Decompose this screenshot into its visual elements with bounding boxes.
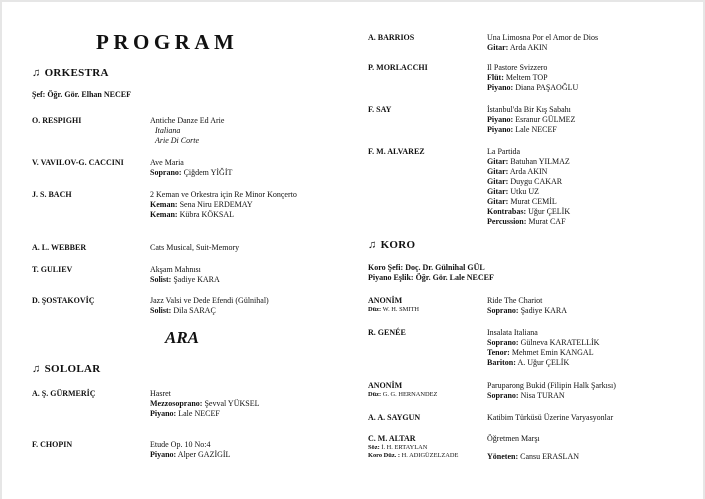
page-edge-left [0, 0, 2, 499]
composer-bach: J. S. BACH [32, 190, 72, 199]
section-heading-koro: ♫ KORO [368, 239, 416, 251]
composer-gurmeric: A. Ş. GÜRMERİÇ [32, 389, 96, 398]
piece-ogretmen-marsi: Öğretmen Marşı Yöneten: Cansu ERASLAN [487, 434, 579, 461]
piece-etude: Etude Op. 10 No:4 Piyano: Alper GAZİGİL [150, 440, 231, 459]
page-title: PROGRAM [96, 30, 239, 54]
section-heading-sololar: ♫ SOLOLAR [32, 363, 101, 375]
piece-jazz-valsi: Jazz Valsi ve Dede Efendi (Gülnihal) Solist: Dila SARAÇ [150, 296, 269, 315]
piece-katibim: Katibim Türküsü Üzerine Varyasyonlar [487, 413, 614, 422]
piece-ride-the-chariot: Ride The Chariot Soprano: Şadiye KARA [487, 296, 568, 315]
piece-istanbul: İstanbul'da Bir Kış Sabahı Piyano: Esranur GÜLMEZ Piyano: Lale NECEF [487, 105, 576, 134]
conductor-line: Şef: Öğr. Gör. Elhan NECEF [32, 90, 131, 99]
music-note-icon: ♫ [368, 239, 377, 251]
composer-barrios: A. BARRIOS [368, 33, 415, 42]
composer-altar: C. M. ALTAR Söz: İ. H. ERTAYLAN Koro Düz. : H. ADIGÜZELZADE [368, 434, 459, 459]
piece-una-limosna: Una Limosna Por el Amor de Dios Gitar: Arda AKIN [487, 33, 599, 52]
music-note-icon: ♫ [32, 67, 41, 79]
piece-insalata: Insalata Italiana Soprano: Gülneva KARATELLİK Tenor: Mehmet Emin KANGAL Bariton: A. Uğur ÇELİK [487, 328, 600, 367]
composer-morlacchi: P. MORLACCHI [368, 63, 428, 72]
composer-alvarez: F. M. ALVAREZ [368, 147, 425, 156]
piece-paruparong: Paruparong Bukid (Filipin Halk Şarkısı) Soprano: Nisa TURAN [487, 381, 616, 400]
piece-cats: Cats Musical, Suit-Memory [150, 243, 240, 252]
composer-chopin: F. CHOPIN [32, 440, 73, 449]
music-note-icon: ♫ [32, 363, 41, 375]
koro-leaders: Koro Şefi: Doç. Dr. Gülnihal GÜL Piyano Eşlik: Öğr. Gör. Lale NECEF [368, 263, 494, 282]
composer-webber: A. L. WEBBER [32, 243, 87, 252]
composer-respighi: O. RESPIGHI [32, 116, 82, 125]
page-edge-top [0, 0, 705, 2]
piece-il-pastore: Il Pastore Svizzero Flüt: Meltem TOP Piyano: Diana PAŞAOĞLU [487, 63, 579, 92]
composer-sostakovic: D. ŞOSTAKOVİÇ [32, 296, 95, 305]
piece-respighi: Antiche Danze Ed Arie Italiana Arie Di Corte [150, 116, 225, 145]
piece-ave-maria: Ave Maria Soprano: Çiğdem YİĞİT [150, 158, 233, 177]
composer-guliev: T. GULIEV [32, 265, 73, 274]
piece-aksam: Akşam Mahnısı Solist: Şadiye KARA [150, 265, 220, 284]
composer-say: F. SAY [368, 105, 392, 114]
piece-bach: 2 Keman ve Orkestra için Re Minor Konçerto Keman: Sena Niru ERDEMAY Keman: Kübra KÖKSAL [150, 190, 297, 219]
composer-anonim-2: ANONİM Düz: G. G. HERNANDEZ [368, 381, 438, 398]
composer-genee: R. GENÉE [368, 328, 406, 337]
piece-la-partida: La Partida Gitar: Batuhan YILMAZ Gitar: Arda AKIN Gitar: Duygu CAKAR Gitar: Utku UZ Gitar: Murat CEMİL Kontrabas: Uğur ÇELİK Percussion: Murat CAF [487, 147, 571, 226]
composer-vavilov-caccini: V. VAVILOV-G. CACCINI [32, 158, 124, 167]
section-heading-orkestra: ♫ ORKESTRA [32, 67, 109, 79]
composer-saygun: A. A. SAYGUN [368, 413, 421, 422]
intermission-label: ARA [165, 328, 200, 347]
piece-hasret: Hasret Mezzosoprano: Şevval YÜKSEL Piyano: Lale NECEF [150, 389, 260, 418]
composer-anonim-1: ANONİM Düz: W. H. SMITH [368, 296, 419, 313]
